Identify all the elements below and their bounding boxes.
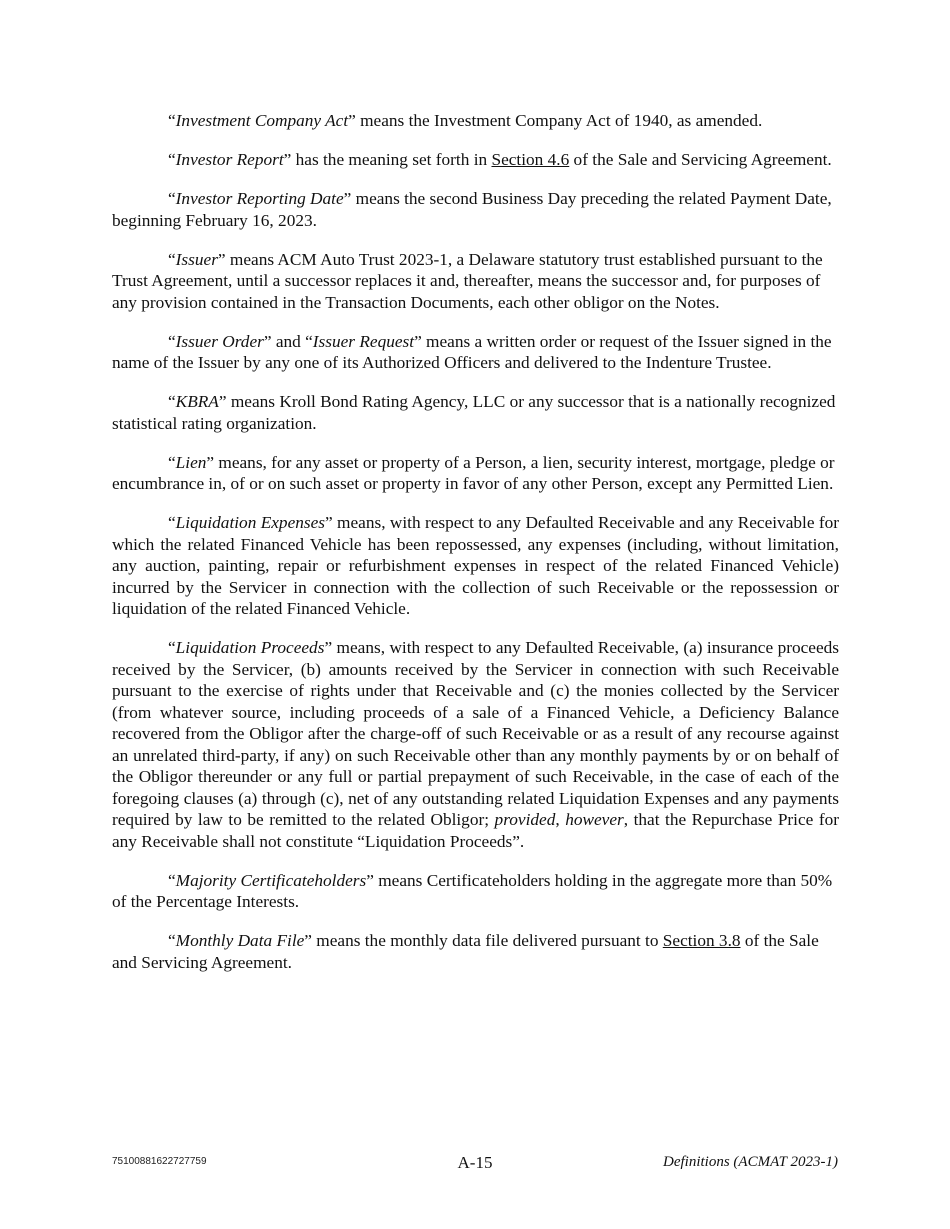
page-number: A-15 bbox=[457, 1153, 493, 1172]
defined-term: KBRA bbox=[175, 392, 219, 411]
definition-investor-reporting-date: “Investor Reporting Date” means the second Business Day preceding the related Payment Date, beginning February 16, 2023. bbox=[112, 189, 832, 230]
section-reference-link: Section 4.6 bbox=[491, 150, 570, 169]
definition-investment-company-act: “Investment Company Act” means the Investment Company Act of 1940, as amended. bbox=[168, 111, 763, 130]
defined-term: Monthly Data File bbox=[175, 931, 305, 950]
definition-issuer: “Issuer” means ACM Auto Trust 2023-1, a Delaware statutory trust established pursuant to the Trust Agreement, until a successor replaces it and, thereafter, means the successor and, for purposes of any provision contained in the Transaction Documents, each other obligor on the Notes. bbox=[112, 249, 823, 312]
definitions-body bbox=[112, 110, 839, 991]
defined-term: Liquidation Proceeds bbox=[175, 638, 325, 657]
defined-term: Investor Reporting Date bbox=[175, 189, 344, 208]
definition-investor-report: “Investor Report” has the meaning set forth in Section 4.6 of the Sale and Servicing Agreement. bbox=[168, 150, 832, 169]
defined-term: Liquidation Expenses bbox=[175, 513, 326, 532]
definition-majority-certificateholders: “Majority Certificateholders” means Certificateholders holding in the aggregate more than 50% of the Percentage Interests. bbox=[112, 870, 833, 911]
defined-term: Investor Report bbox=[175, 150, 284, 169]
definition-liquidation-proceeds: “Liquidation Proceeds” means, with respect to any Defaulted Receivable, (a) insurance proceeds received by the Servicer, (b) amounts received by the Servicer in connection with such Receivable pursuant to the exercise of rights under that Receivable and (c) the monies collected by the Servicer (from whatever source, including proceeds of a sale of a Financed Vehicle, a Deficiency Balance recovered from the Obligor after the charge-off of such Receivable or as a result of any recourse against an unrelated third-party, if any) on such Receivable other than any monthly payments by or on behalf of the Obligor thereunder or any full or partial prepayment of such Receivable, in the case of each of the foregoing clauses (a) through (c), net of any outstanding related Liquidation Expenses and any payments required by law to be remitted to the related Obligor; provided, however, that the Repurchase Price for any Receivable shall not constitute “Liquidation Proceeds”. bbox=[112, 638, 840, 851]
footer-section-title: Definitions (ACMAT 2023-1) bbox=[663, 1154, 838, 1170]
definition-lien: “Lien” means, for any asset or property of a Person, a lien, security interest, mortgage, pledge or encumbrance in, of or on such asset or property in favor of any other Person, except any Permitted Lien. bbox=[112, 452, 835, 493]
defined-term: Issuer Request bbox=[312, 331, 415, 351]
document-id: 75100881622727759 bbox=[112, 1156, 207, 1167]
definition-kbra: “KBRA” means Kroll Bond Rating Agency, LLC or any successor that is a nationally recognized statistical rating organization. bbox=[112, 392, 836, 433]
defined-term: Issuer Order bbox=[175, 331, 264, 351]
definition-liquidation-expenses: “Liquidation Expenses” means, with respect to any Defaulted Receivable and any Receivable for which the related Financed Vehicle has been repossessed, any expenses (including, without limitation, any auction, painting, repair or refurbishment expenses in respect of the related Financed Vehicle) incurred by the Servicer in connection with the collection of such Receivable or the repossession or liquidation of the related Financed Vehicle. bbox=[112, 513, 840, 618]
page-footer bbox=[0, 1153, 950, 1177]
definition-monthly-data-file: “Monthly Data File” means the monthly data file delivered pursuant to Section 3.8 of the Sale and Servicing Agreement. bbox=[112, 931, 819, 972]
section-reference-link: Section 3.8 bbox=[662, 931, 741, 950]
defined-term: Majority Certificateholders bbox=[175, 870, 367, 890]
definition-issuer-order: “Issuer Order” and “Issuer Request” means a written order or request of the Issuer signed in the name of the Issuer by any one of its Authorized Officers and delivered to the Indenture Trustee. bbox=[112, 331, 832, 372]
defined-term: Investment Company Act bbox=[175, 111, 349, 130]
defined-term: Issuer bbox=[175, 249, 218, 269]
defined-term: Lien bbox=[175, 452, 207, 472]
